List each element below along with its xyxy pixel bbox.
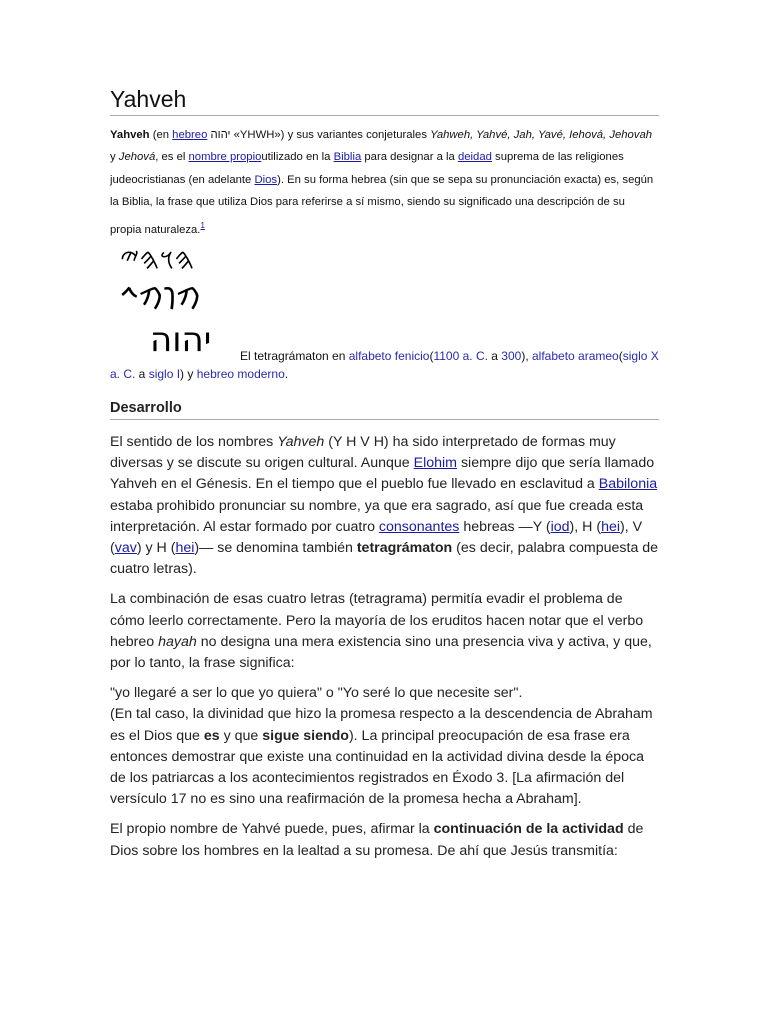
- caption-text: ) y: [180, 367, 197, 381]
- p-text: La combinación de esas cuatro letras (tetragrama) permitía evadir el problema de cómo leerlo correctamente. Pero la mayoría de los eruditos hacen notar que el verbo hebreo: [110, 591, 644, 650]
- intro-variant-last: Jehová: [118, 151, 156, 164]
- intro-text: para designar a la: [361, 151, 458, 164]
- p-text: y que: [219, 727, 263, 744]
- image-caption: [110, 347, 659, 383]
- phoenician-script: 𐤄𐤅𐤄𐤉: [120, 242, 195, 277]
- caption-text: El tetragrámaton en: [240, 349, 349, 363]
- p-bold: sigue siendo: [262, 727, 349, 744]
- p-bold: tetragrámaton: [356, 540, 453, 557]
- paragraph-3: [110, 683, 659, 810]
- intro-term: Yahveh: [110, 129, 150, 141]
- link-1100ac[interactable]: 1100 a. C.: [433, 349, 488, 363]
- link-siglo-i[interactable]: siglo I: [148, 367, 181, 381]
- link-biblia[interactable]: Biblia: [333, 151, 362, 164]
- intro-variants: Yahweh, Yahvé, Jah, Yavé, Iehová, Jehovah: [430, 129, 653, 141]
- intro-paragraph: [110, 124, 659, 241]
- link-hei[interactable]: hei: [601, 518, 621, 535]
- link-elohim[interactable]: Elohim: [413, 455, 457, 472]
- link-nombre-propio[interactable]: nombre propio: [188, 151, 262, 164]
- p-text: siempre dijo que sería llamado Yahveh en el Génesis. En el tiempo que el pueblo fue llevado en esclavitud a: [110, 455, 655, 493]
- caption-text: a: [135, 367, 149, 381]
- link-hebreo[interactable]: hebreo: [172, 129, 208, 141]
- intro-text: y: [110, 151, 119, 164]
- page-title: Yahveh: [110, 86, 659, 116]
- p-quote: "yo llegaré a ser lo que yo quiera" o "Yo seré lo que necesite ser".: [110, 685, 523, 702]
- p-text: (En tal caso, la divinidad que hizo la promesa respecto a la descendencia de Abraham es el Dios que: [110, 706, 653, 744]
- link-deidad[interactable]: deidad: [457, 151, 492, 164]
- p-bold: es: [203, 727, 220, 744]
- p-text: ). La principal preocupación de esa frase era entonces demostrar que existe una continuidad en la actividad divina desde la época de los patriarcas a los acontecimientos registrados en Éxodo 3. [La afirmación del versículo 17 no es sino una reafirmación de la promesa hecha a Abraham].: [110, 727, 644, 808]
- p-text: (Y H V H) ha sido interpretado de formas muy diversas y se discute su origen cultural. Aunque: [110, 434, 616, 472]
- section-body: [110, 432, 659, 871]
- link-vav[interactable]: vav: [114, 540, 137, 557]
- link-hebreo-moderno[interactable]: hebreo moderno: [196, 367, 285, 381]
- reference-link[interactable]: 1: [200, 220, 205, 230]
- p-text: (es decir, palabra compuesta de cuatro letras).: [110, 540, 659, 578]
- aramaic-script: 𐡄𐡅𐡄𐡉: [120, 282, 201, 317]
- caption-text: (: [429, 349, 434, 363]
- link-dios[interactable]: Dios: [254, 173, 278, 186]
- p-text: )— se denomina también: [194, 540, 357, 557]
- p-text: ), V (: [110, 518, 643, 557]
- intro-text: suprema de las religiones judeocristianas (en adelante: [110, 151, 624, 186]
- link-hei[interactable]: hei: [175, 540, 195, 557]
- p-text: no designa una mera existencia sino una presencia viva y activa, y que, por lo tanto, la frase significa:: [110, 633, 652, 672]
- link-alfabeto-arameo[interactable]: alfabeto arameo: [532, 349, 619, 363]
- intro-text: ). En su forma hebrea (sin que se sepa su pronunciación exacta) es, según la Biblia, la frase que utiliza Dios para referirse a sí mismo, siendo su significado una descripción de su propia naturaleza.: [110, 173, 654, 236]
- caption-text: ),: [521, 349, 532, 363]
- link-iod[interactable]: iod: [550, 518, 570, 535]
- tetragrammaton-image: [120, 240, 250, 360]
- p-text: ) y H (: [136, 540, 176, 557]
- link-300[interactable]: 300: [501, 349, 522, 363]
- caption-text: .: [284, 367, 289, 381]
- p-emphasis: Yahveh: [277, 434, 325, 450]
- intro-text: (en: [149, 129, 173, 141]
- p-text: El propio nombre de Yahvé puede, pues, afirmar la: [110, 821, 434, 838]
- p-text: ), H (: [569, 518, 602, 535]
- p-emphasis: hayah: [158, 633, 197, 650]
- intro-text: , es el: [155, 151, 189, 164]
- caption-text: a: [487, 349, 502, 363]
- p-text: de Dios sobre los hombres en la lealtad a su promesa. De ahí que Jesús transmitía:: [110, 821, 644, 859]
- hebrew-script: יהוה: [150, 320, 212, 360]
- caption-text: (: [618, 349, 623, 363]
- intro-text: יהוה «YHWH») y sus variantes conjeturales: [207, 129, 431, 141]
- paragraph-4: [110, 819, 659, 861]
- section-heading: Desarrollo: [110, 400, 659, 420]
- link-siglo-x[interactable]: siglo X a. C.: [110, 349, 659, 381]
- intro-text: utilizado en la: [261, 151, 334, 164]
- p-text: El sentido de los nombres: [110, 434, 278, 450]
- p-text: hebreas —Y (: [459, 518, 551, 535]
- paragraph-2: [110, 589, 659, 674]
- p-bold: continuación de la actividad: [433, 821, 624, 838]
- p-text: estaba prohibido pronunciar su nombre, ya que era sagrado, así que fue creada esta interpretación. Al estar formado por cuatro: [110, 497, 644, 535]
- link-consonantes[interactable]: consonantes: [378, 518, 460, 535]
- link-alfabeto-fenicio[interactable]: alfabeto fenicio: [348, 349, 430, 363]
- paragraph-1: [110, 432, 659, 580]
- link-babilonia[interactable]: Babilonia: [598, 476, 658, 493]
